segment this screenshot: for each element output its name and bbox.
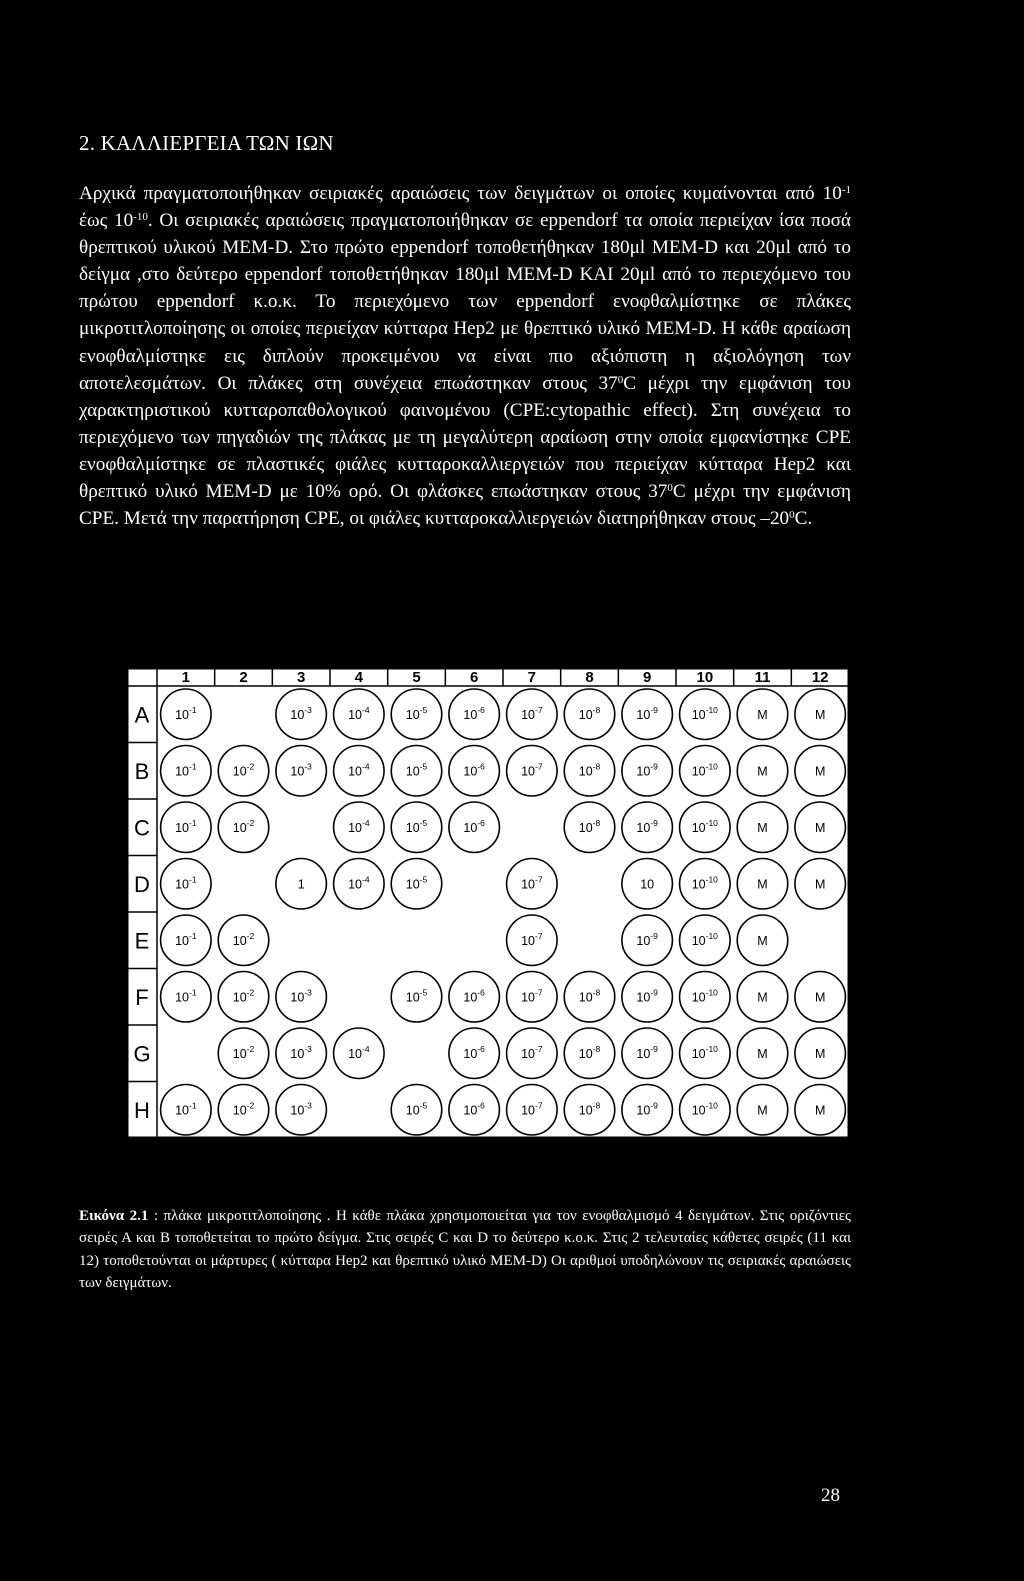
well-dilution-label: $10^{-9}$ <box>636 1100 658 1118</box>
well-dilution-label: $10^{-5}$ <box>405 817 428 835</box>
text-run: Αρχικά πραγματοποιήθηκαν σειριακές αραιώσεις των δειγμάτων οι οποίες κυμαίνονται από 10 <box>79 183 842 204</box>
well-dilution-label: $10^{-1}$ <box>175 1100 197 1118</box>
well-dilution-label: M <box>814 764 826 779</box>
well-dilution-label: M <box>757 990 768 1005</box>
well-dilution-label: $10^{-1}$ <box>175 874 197 892</box>
caption-label: Εικόνα 2.1 <box>79 1208 149 1224</box>
column-label: 6 <box>469 669 479 686</box>
well-dilution-label: M <box>757 877 768 892</box>
row-label: A <box>134 702 150 728</box>
well-dilution-label: $10^{-3}$ <box>290 1100 312 1118</box>
column-label: 10 <box>696 669 714 686</box>
well-dilution-label: $10^{-10}$ <box>691 817 718 835</box>
well-dilution-label: $10^{-9}$ <box>636 761 658 779</box>
well-dilution-label: 10 <box>640 877 655 892</box>
well-dilution-label: $10^{-7}$ <box>521 704 543 722</box>
well-dilution-label: $10^{-9}$ <box>636 1043 658 1061</box>
well-dilution-label: $10^{-5}$ <box>405 1100 428 1118</box>
well-dilution-label: $10^{-7}$ <box>521 1043 543 1061</box>
row-label: F <box>135 984 149 1010</box>
figure-caption <box>79 1205 851 1295</box>
row-label: E <box>134 928 150 954</box>
row-label: D <box>134 871 150 897</box>
column-label: 8 <box>585 669 594 686</box>
column-label: 7 <box>527 669 537 686</box>
well-dilution-label: $10^{-5}$ <box>405 761 428 779</box>
well-dilution-label: $10^{-4}$ <box>348 761 370 779</box>
well-dilution-label: M <box>757 933 768 948</box>
well-dilution-label: M <box>814 877 826 892</box>
well-dilution-label: $10^{-4}$ <box>348 874 370 892</box>
well-dilution-label: $10^{-1}$ <box>175 761 197 779</box>
well-dilution-label: $10^{-5}$ <box>405 987 428 1005</box>
well-dilution-label: $10^{-6}$ <box>463 761 485 779</box>
well-dilution-label: 1 <box>297 877 305 892</box>
well-dilution-label: $10^{-10}$ <box>691 704 718 722</box>
well-dilution-label: $10^{-1}$ <box>175 704 197 722</box>
well-dilution-label: $10^{-1}$ <box>175 930 197 948</box>
well-dilution-label: $10^{-6}$ <box>463 1100 485 1118</box>
column-label: 12 <box>811 669 829 686</box>
well-dilution-label: M <box>814 707 826 722</box>
column-label: 3 <box>296 669 306 686</box>
column-label: 5 <box>412 669 421 686</box>
caption-text: : πλάκα μικροτιτλοποίησης . Η κάθε πλάκα χρησιμοποιείται για τον ενοφθαλμισμό 4 δειγμάτων. Στις οριζόντιες σειρές Α και Β τοποθετείται το πρώτο δείγμα. Στις σειρές C και D το δεύτερο κ.ο.κ. Στις 2 τελευταίες κάθετες σειρές (11 και 12) τοποθετούνται οι μάρτυρες ( κύτταρα Hep2 και θρεπτικό υλικό MEM-D) Οι αριθμοί υποδηλώνουν τις σειριακές αραιώσεις των δειγμάτων. <box>79 1208 852 1292</box>
well-dilution-label: M <box>757 764 768 779</box>
well-dilution-label: $10^{-6}$ <box>463 817 485 835</box>
well-dilution-label: $10^{-7}$ <box>521 761 543 779</box>
section-heading: 2. ΚΑΛΛΙΕΡΓΕΙΑ ΤΩΝ ΙΩΝ <box>79 131 334 155</box>
well-dilution-label: M <box>814 1103 826 1118</box>
well-dilution-label: M <box>757 1103 768 1118</box>
well-dilution-label: M <box>757 707 768 722</box>
well-dilution-label: $10^{-1}$ <box>175 987 197 1005</box>
well-dilution-label: $10^{-8}$ <box>578 704 601 722</box>
well-dilution-label: $10^{-10}$ <box>691 761 718 779</box>
well-dilution-label: $10^{-6}$ <box>463 1043 485 1061</box>
well-dilution-label: $10^{-9}$ <box>636 817 658 835</box>
well-dilution-label: $10^{-2}$ <box>232 761 255 779</box>
well-dilution-label: $10^{-8}$ <box>578 761 601 779</box>
well-dilution-label: $10^{-3}$ <box>290 1043 312 1061</box>
well-dilution-label: $10^{-6}$ <box>463 987 485 1005</box>
superscript: 0 <box>667 482 673 495</box>
superscript: -1 <box>841 184 851 196</box>
text-run: C μέχρι την εμφάνιση του χαρακτηριστικού κυτταροπαθολογικού φαινομένου (CPE:cytopathic effect). Στη συνέχεια το περιεχόμενο των πηγαδιών της πλάκας με τη μεγαλύτερη αραίωση στην οποία εμφανίστηκε CPE ενοφθαλμίστηκε σε πλαστικές φιάλες κυτταροκαλλιεργειών που περιείχαν κύτταρα Hep2 και θρεπτικό υλικό MEM-D με 10% ορό. Οι φλάσκες επωάστηκαν στους 37 <box>79 372 851 503</box>
column-label: 11 <box>754 669 771 686</box>
column-label: 2 <box>239 669 248 686</box>
well-dilution-label: $10^{-10}$ <box>691 1043 718 1061</box>
well-dilution-label: M <box>814 990 826 1005</box>
well-dilution-label: $10^{-3}$ <box>290 704 312 722</box>
well-dilution-label: $10^{-3}$ <box>290 761 312 779</box>
body-paragraph <box>79 180 851 532</box>
well-dilution-label: $10^{-8}$ <box>578 987 601 1005</box>
well-dilution-label: $10^{-9}$ <box>636 987 658 1005</box>
well-dilution-label: $10^{-1}$ <box>175 817 197 835</box>
microtiter-plate-figure <box>127 668 849 1138</box>
well-dilution-label: $10^{-10}$ <box>691 987 718 1005</box>
row-label: B <box>134 758 150 784</box>
superscript: 0 <box>789 509 795 522</box>
page-number: 28 <box>821 1485 840 1506</box>
well-dilution-label: $10^{-3}$ <box>290 987 312 1005</box>
well-dilution-label: $10^{-6}$ <box>463 704 485 722</box>
well-dilution-label: $10^{-9}$ <box>636 930 658 948</box>
row-label: H <box>134 1097 150 1123</box>
well-dilution-label: $10^{-7}$ <box>521 987 543 1005</box>
well-dilution-label: $10^{-10}$ <box>691 874 718 892</box>
superscript: -10 <box>133 211 148 224</box>
well-dilution-label: $10^{-5}$ <box>405 704 428 722</box>
well-dilution-label: $10^{-2}$ <box>232 1043 255 1061</box>
well-dilution-label: $10^{-7}$ <box>521 874 543 892</box>
well-dilution-label: $10^{-2}$ <box>232 987 255 1005</box>
well-dilution-label: M <box>757 1046 768 1061</box>
well-dilution-label: $10^{-10}$ <box>691 930 718 948</box>
superscript: 0 <box>617 373 624 386</box>
well-dilution-label: $10^{-4}$ <box>348 704 370 722</box>
well-dilution-label: $10^{-2}$ <box>232 1100 255 1118</box>
column-label: 1 <box>181 669 191 686</box>
row-label: C <box>134 815 150 841</box>
column-label: 9 <box>642 669 652 686</box>
well-dilution-label: $10^{-9}$ <box>636 704 658 722</box>
well-dilution-label: $10^{-2}$ <box>232 930 255 948</box>
well-dilution-label: $10^{-7}$ <box>521 1100 543 1118</box>
well-dilution-label: M <box>814 1046 826 1061</box>
well-dilution-label: $10^{-4}$ <box>348 817 370 835</box>
well-dilution-label: $10^{-2}$ <box>232 817 255 835</box>
text-run: έως 10 <box>79 210 134 232</box>
well-dilution-label: $10^{-8}$ <box>578 1100 601 1118</box>
well-dilution-label: $10^{-8}$ <box>578 817 601 835</box>
row-label: G <box>133 1041 151 1067</box>
text-run: . Οι σειριακές αραιώσεις πραγματοποιήθηκαν σε eppendorf τα οποία περιείχαν ίσα ποσά θρεπτικού υλικού MEM-D. Στο πρώτο eppendorf τοποθετήθηκαν 180μl MEM-D και 20μl από το δείγμα ,στο δεύτερο eppendorf τοποθετήθηκαν 180μl MEM-D ΚΑΙ 20μl από το περιεχόμενο του πρώτου eppendorf κ.ο.κ. Το περιεχόμενο των eppendorf ενοφθαλμίστηκε σε πλάκες μικροτιτλοποίησης οι οποίες περιείχαν κύτταρα Hep2 με θρεπτικό υλικό MEM-D. Η κάθε αραίωση ενοφθαλμίστηκε εις διπλούν προκειμένου να είναι πιο αξιόπιστη η αξιολόγηση των αποτελεσμάτων. Οι πλάκες στη συνέχεια επωάστηκαν στους 37 <box>79 210 851 394</box>
microtiter-plate <box>127 668 849 1138</box>
well-dilution-label: $10^{-7}$ <box>521 930 543 948</box>
well-dilution-label: $10^{-5}$ <box>405 874 428 892</box>
well-dilution-label: $10^{-8}$ <box>578 1043 601 1061</box>
well-dilution-label: $10^{-10}$ <box>691 1100 718 1118</box>
well-dilution-label: M <box>757 820 768 835</box>
well-dilution-label: $10^{-4}$ <box>348 1043 370 1061</box>
text-run: C μέχρι την εμφάνιση CPE. Μετά την παρατήρηση CPE, οι φιάλες κυτταροκαλλιεργειών διατηρήθηκαν στους –20 <box>79 481 851 530</box>
text-run: C. <box>794 508 813 530</box>
column-label: 4 <box>354 669 364 686</box>
well-dilution-label: M <box>814 820 826 835</box>
